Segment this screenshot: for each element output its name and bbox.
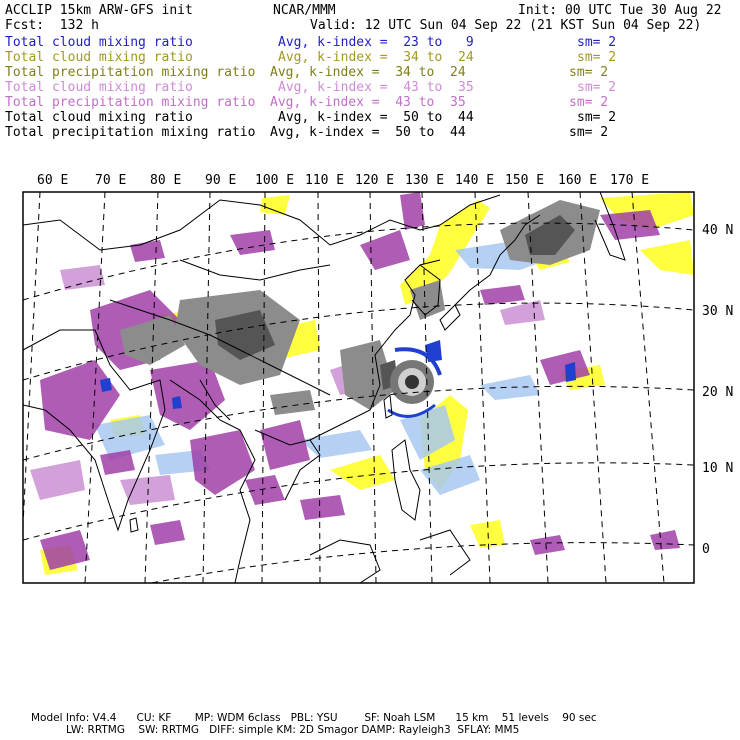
legend-field: Total precipitation mixing ratio <box>5 95 256 110</box>
legend-field: Total cloud mixing ratio <box>5 110 193 125</box>
legend-sm: sm= 2 <box>577 50 617 65</box>
lon-label: 70 E <box>95 173 127 188</box>
legend-info: Avg, k-index = 23 to 9 <box>278 35 474 50</box>
legend-field: Total cloud mixing ratio <box>5 80 193 95</box>
valid-time: Valid: 12 UTC Sun 04 Sep 22 (21 KST Sun 04 Sep 22) <box>310 18 702 33</box>
lat-label: 40 N <box>702 223 734 238</box>
legend-info: Avg, k-index = 50 to 44 <box>278 110 474 125</box>
lon-label: 80 E <box>150 173 182 188</box>
legend-sm: sm= 2 <box>569 125 609 140</box>
lat-labels <box>702 223 733 557</box>
org-label: NCAR/MMM <box>273 3 336 18</box>
legend-sm: sm= 2 <box>577 35 617 50</box>
legend-info: Avg, k-index = 34 to 24 <box>278 50 474 65</box>
lon-label: 160 E <box>558 173 598 188</box>
legend-info: Avg, k-index = 50 to 44 <box>270 125 466 140</box>
legend-field: Total cloud mixing ratio <box>5 35 193 50</box>
model-title: ACCLIP 15km ARW-GFS init <box>5 3 193 18</box>
legend-info: Avg, k-index = 43 to 35 <box>270 95 466 110</box>
forecast-hour: Fcst: 132 h <box>5 18 99 33</box>
lon-label: 120 E <box>355 173 395 188</box>
legend-field: Total precipitation mixing ratio <box>5 65 256 80</box>
model-info-line1: Model Info: V4.4 CU: KF MP: WDM 6class PBL: YSU SF: Noah LSM 15 km 51 levels 90 sec <box>31 712 597 724</box>
lon-label: 150 E <box>505 173 545 188</box>
legend-info: Avg, k-index = 43 to 35 <box>278 80 474 95</box>
init-time: Init: 00 UTC Tue 30 Aug 22 <box>518 3 722 18</box>
lon-label: 90 E <box>205 173 237 188</box>
lon-label: 170 E <box>610 173 650 188</box>
model-info-line2: LW: RRTMG SW: RRTMG DIFF: simple KM: 2D Smagor DAMP: Rayleigh3 SFLAY: MM5 <box>66 724 520 736</box>
legend-info: Avg, k-index = 34 to 24 <box>270 65 466 80</box>
lon-label: 130 E <box>405 173 445 188</box>
legend-sm: sm= 2 <box>569 65 609 80</box>
lon-label: 100 E <box>255 173 295 188</box>
lon-label: 140 E <box>455 173 495 188</box>
lon-label: 60 E <box>37 173 69 188</box>
lat-label: 10 N <box>702 461 734 476</box>
lon-labels <box>37 173 649 188</box>
lat-label: 20 N <box>702 385 734 400</box>
lat-label: 0 <box>702 542 710 557</box>
legend-field: Total precipitation mixing ratio <box>5 125 256 140</box>
lat-label: 30 N <box>702 304 734 319</box>
legend-field: Total cloud mixing ratio <box>5 50 193 65</box>
lon-label: 110 E <box>305 173 345 188</box>
legend-sm: sm= 2 <box>569 95 609 110</box>
legend-sm: sm= 2 <box>577 80 617 95</box>
legend-sm: sm= 2 <box>577 110 617 125</box>
